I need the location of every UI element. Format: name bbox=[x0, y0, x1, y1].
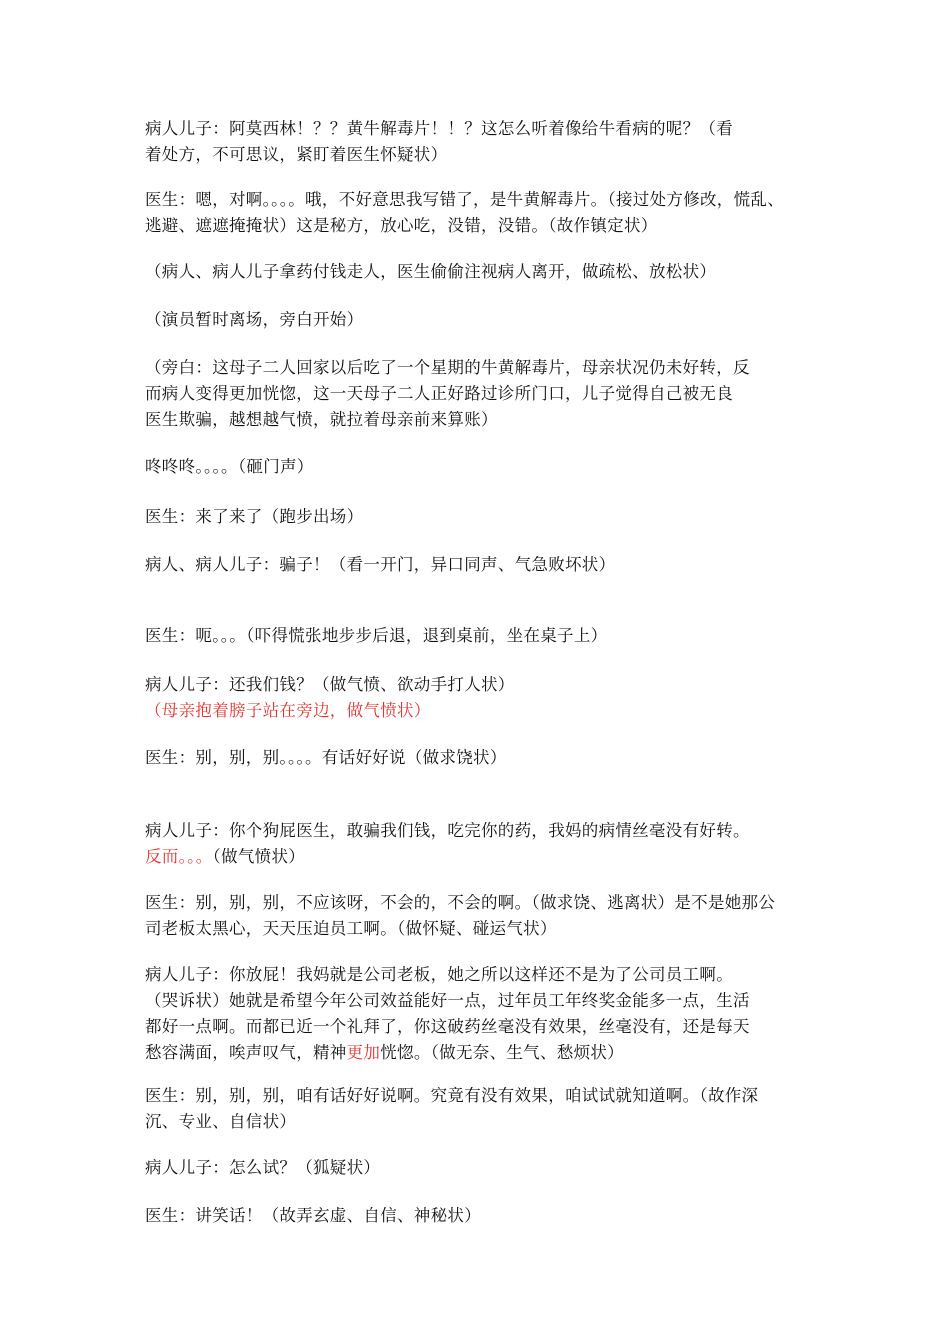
text-line: 医生：来了来了（跑步出场） bbox=[145, 507, 364, 526]
text-line: 着处方，不可思议，紧盯着医生怀疑状） bbox=[145, 145, 448, 164]
text-line-mixed bbox=[145, 1040, 825, 1066]
dialogue-doctor-coming bbox=[145, 504, 825, 530]
red-text: 更加 bbox=[346, 1043, 381, 1062]
red-stage-direction: （母亲抱着膀子站在旁边，做气愤状） bbox=[145, 701, 431, 720]
text-line: 病人儿子：你放屁！我妈就是公司老板，她之所以这样还不是为了公司员工啊。 bbox=[145, 965, 733, 984]
narration-paragraph bbox=[145, 355, 825, 433]
text-line: 病人儿子：怎么试？（狐疑状） bbox=[145, 1158, 381, 1177]
dialogue-doctor-joke bbox=[145, 1203, 825, 1229]
text-line: 病人、病人儿子：骗子！（看一开门，异口同声、气急败坏状） bbox=[145, 555, 616, 574]
text-line: 医生：别，别，别，不应该呀，不会的，不会的啊。（做求饶、逃离状）是不是她那公 bbox=[145, 893, 776, 912]
text-line: 都好一点啊。而都已近一个礼拜了，你这破药丝毫没有效果，丝毫没有，还是每天 bbox=[145, 1017, 750, 1036]
stage-direction-leave bbox=[145, 259, 825, 285]
dialogue-son-how bbox=[145, 1155, 825, 1181]
text-line: 司老板太黑心，天天压迫员工啊。（做怀疑、碰运气状） bbox=[145, 919, 557, 938]
dialogue-both-liar bbox=[145, 552, 825, 578]
text-line-mixed bbox=[145, 844, 825, 870]
red-text: 反而。。。 bbox=[145, 847, 213, 866]
text-line: 医生欺骗，越想越气愤，就拉着母亲前来算账） bbox=[145, 410, 498, 429]
text-line: 医生：别，别，别，咱有话好好说啊。究竟有没有效果，咱试试就知道啊。（故作深 bbox=[145, 1086, 759, 1105]
dialogue-doctor-correction bbox=[145, 187, 825, 239]
stage-direction-narration-start bbox=[145, 307, 825, 333]
text-segment: （做气愤状） bbox=[212, 847, 306, 866]
text-line: 而病人变得更加恍惚，这一天母子二人正好路过诊所门口，儿子觉得自己被无良 bbox=[145, 384, 733, 403]
text-line: 医生：讲笑话！（故弄玄虚、自信、神秘状） bbox=[145, 1206, 481, 1225]
dialogue-son-angry bbox=[145, 818, 825, 870]
dialogue-doctor-try bbox=[145, 1083, 825, 1135]
text-line: （哭诉状）她就是希望今年公司效益能好一点，过年员工年终奖金能多一点，生活 bbox=[145, 991, 750, 1010]
text-segment: 愁容满面，唉声叹气，精神 bbox=[145, 1043, 347, 1062]
text-line: （演员暂时离场，旁白开始） bbox=[145, 310, 364, 329]
text-line: 咚咚咚。。。。（砸门声） bbox=[145, 457, 314, 476]
text-line: 医生：别，别，别。。。。有话好好说（做求饶状） bbox=[145, 748, 507, 767]
sound-knocking bbox=[145, 454, 825, 480]
text-line: 病人儿子：还我们钱？（做气愤、欲动手打人状） bbox=[145, 675, 515, 694]
dialogue-doctor-beg bbox=[145, 745, 825, 771]
text-line: 医生：呃。。。（吓得慌张地步步后退，退到桌前，坐在桌子上） bbox=[145, 626, 608, 645]
text-line: 医生：嗯，对啊。。。。哦，不好意思我写错了，是牛黄解毒片。（接过处方修改，慌乱、 bbox=[145, 190, 784, 209]
text-line: （病人、病人儿子拿药付钱走人，医生偷偷注视病人离开，做疏松、放松状） bbox=[145, 262, 717, 281]
dialogue-doctor-retreat bbox=[145, 623, 825, 649]
dialogue-son-confused bbox=[145, 116, 825, 168]
dialogue-doctor-boss bbox=[145, 890, 825, 942]
text-line: 病人儿子：你个狗屁医生，敢骗我们钱，吃完你的药，我妈的病情丝毫没有好转。 bbox=[145, 821, 750, 840]
text-line: 逃避、遮遮掩掩状）这是秘方，放心吃，没错，没错。（故作镇定状） bbox=[145, 216, 658, 235]
text-segment: 恍惚。（做无奈、生气、愁烦状） bbox=[380, 1043, 624, 1062]
text-line: （旁白：这母子二人回家以后吃了一个星期的牛黄解毒片，母亲状况仍未好转，反 bbox=[145, 358, 750, 377]
dialogue-son-mother-boss bbox=[145, 962, 825, 1066]
text-line: 沉、专业、自信状） bbox=[145, 1112, 297, 1131]
text-line: 病人儿子：阿莫西林！？？黄牛解毒片！！？这怎么听着像给牛看病的呢？（看 bbox=[145, 119, 733, 138]
dialogue-son-money-back bbox=[145, 672, 825, 724]
